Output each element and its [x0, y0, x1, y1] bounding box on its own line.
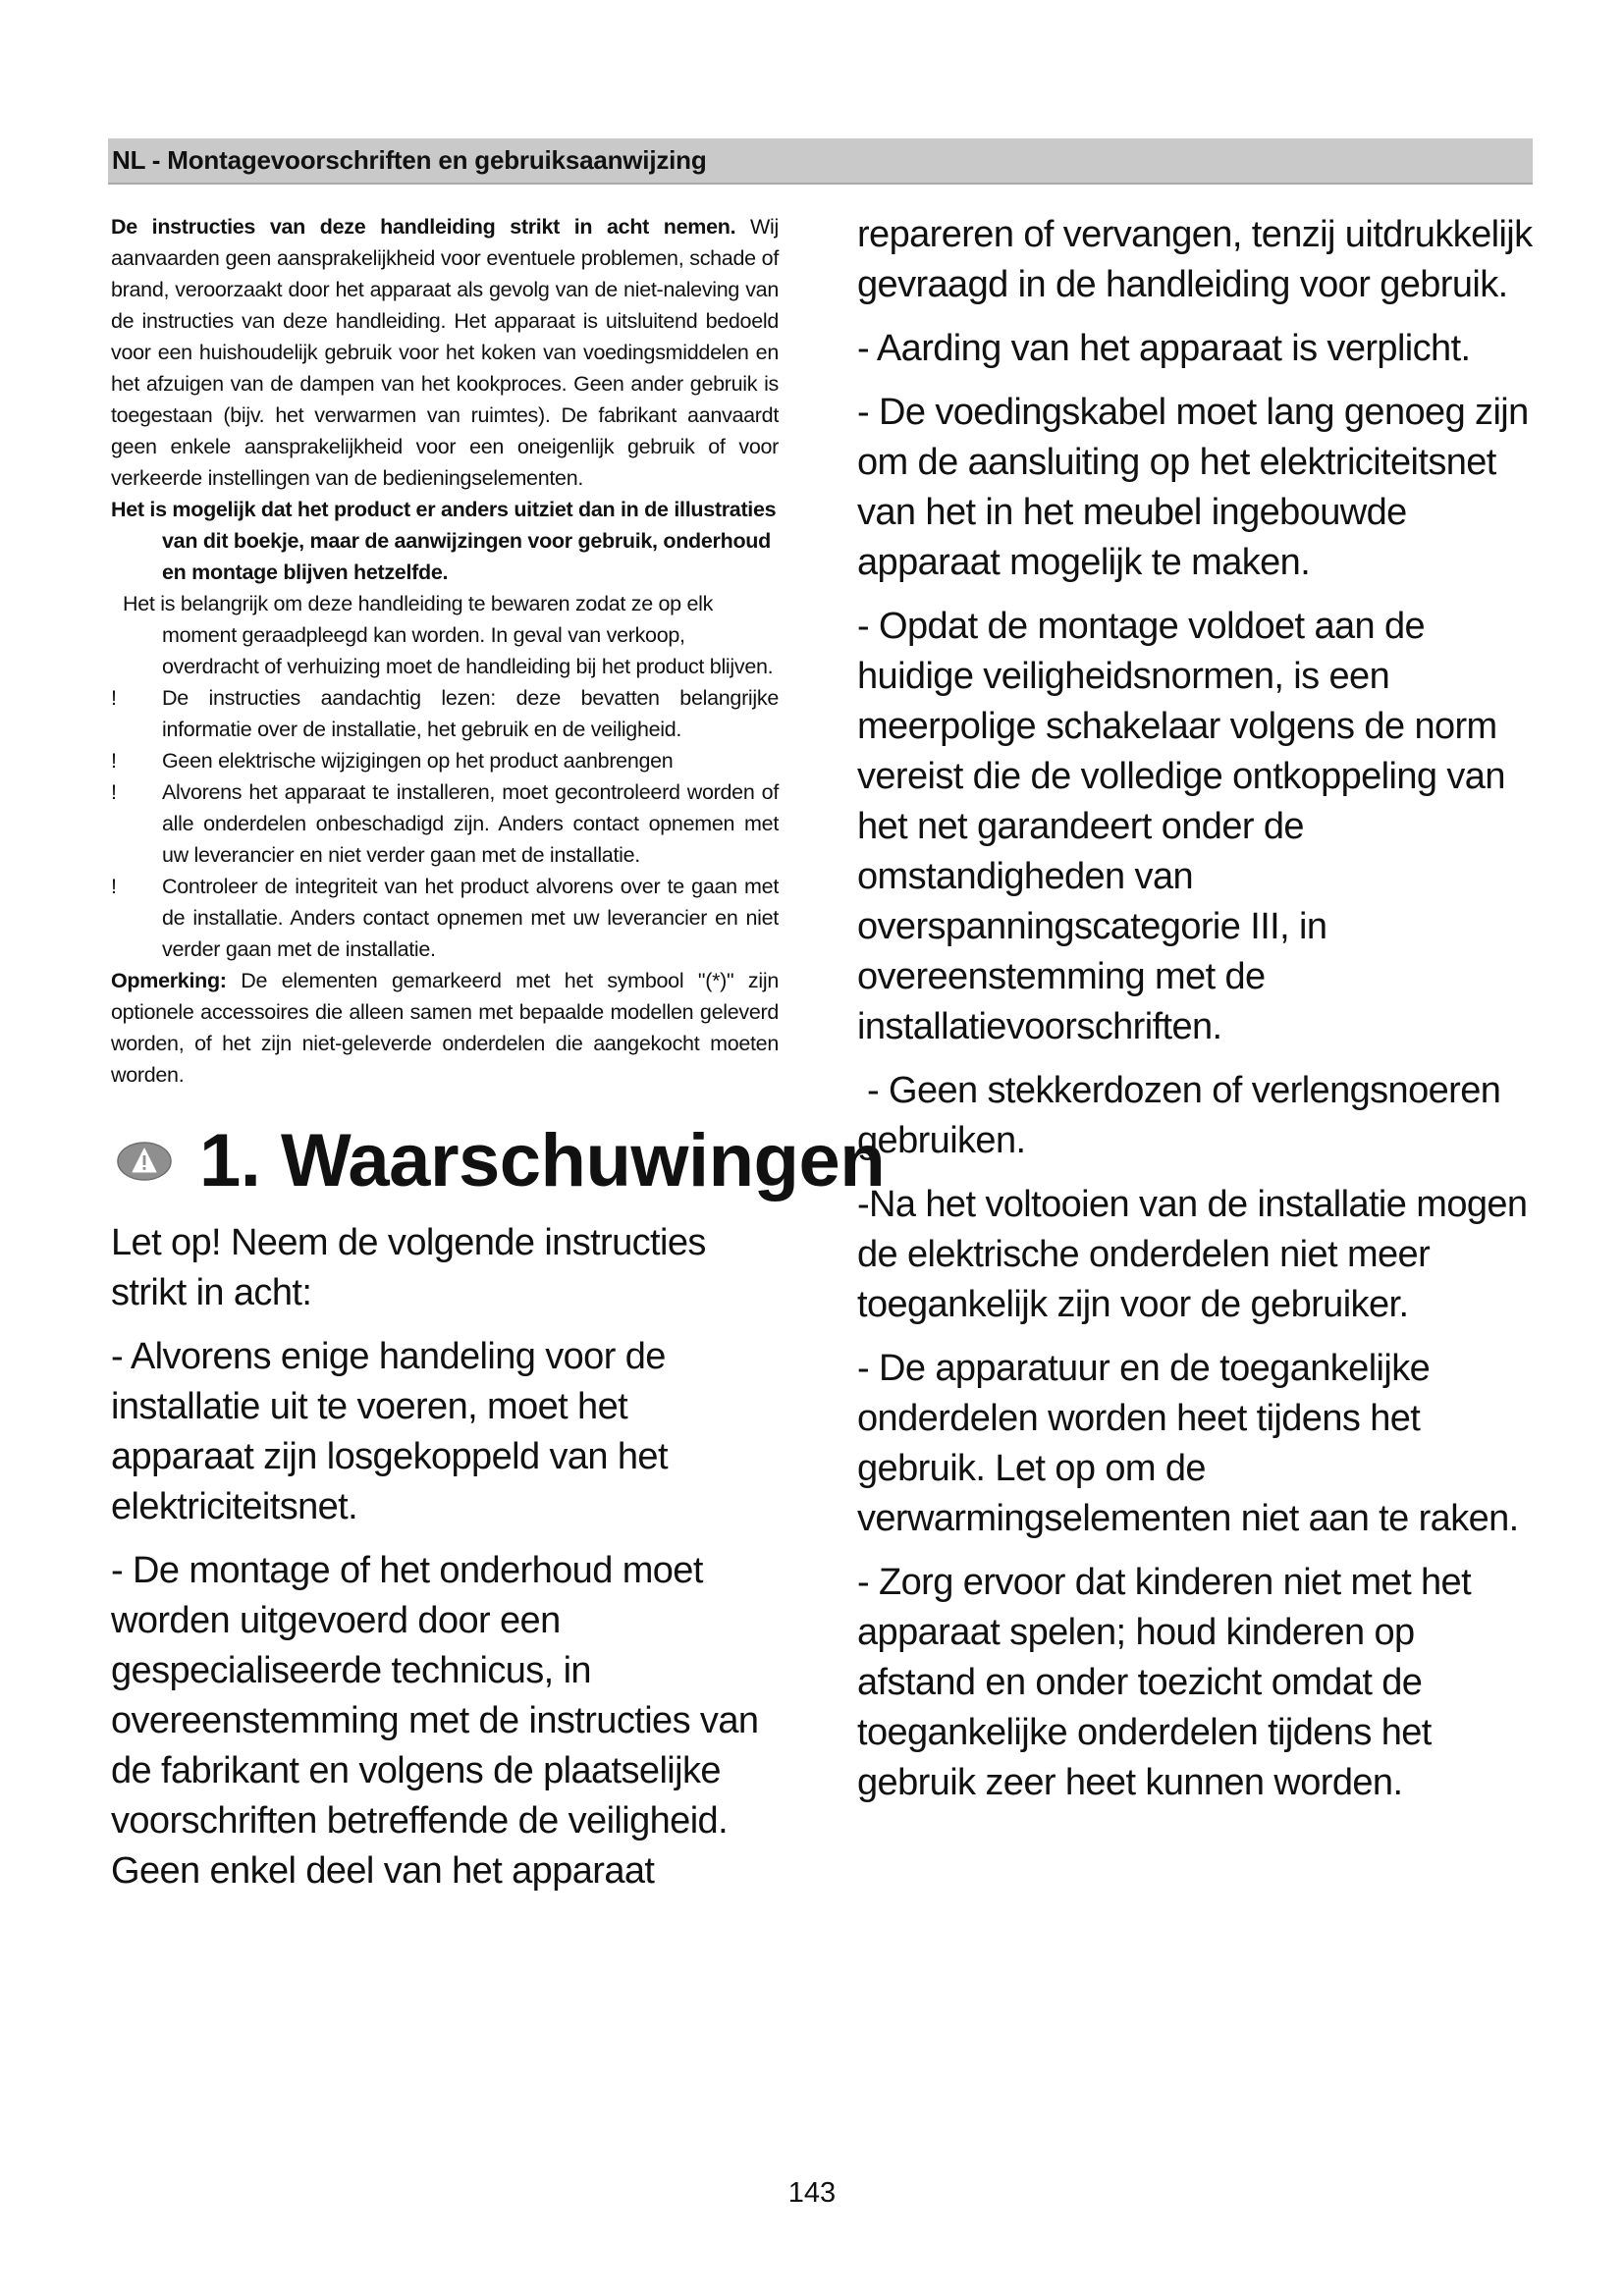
note-paragraph: [111, 965, 779, 1091]
instruction-paragraph: repareren of vervangen, tenzij uitdrukkelijk gevraagd in de handleiding voor gebruik.: [857, 214, 1533, 305]
warning-text: Geen elektrische wijzigingen op het product aanbrengen: [162, 749, 674, 773]
instruction-paragraph: - Alvorens enige handeling voor de installatie uit te voeren, moet het apparaat zijn losgekoppeld van het elektriciteitsnet.: [111, 1336, 668, 1527]
exclamation-mark: !: [111, 686, 117, 710]
note-text: De elementen gemarkeerd met het symbool "(*)" zijn optionele accessoires die alleen samen met bepaalde modellen geleverd worden, of het zijn niet-geleverde onderdelen die aangekocht moeten worden.: [111, 969, 779, 1087]
warning-icon: [117, 1142, 172, 1181]
warning-item: [111, 776, 779, 871]
bold-notice-text: Het is mogelijk dat het product er anders uitziet dan in de illustraties van dit boekje, maar de aanwijzingen voor gebruik, onderhoud en montage blijven hetzelfde.: [111, 498, 777, 584]
right-column: [857, 210, 1535, 1808]
warning-item: [111, 871, 779, 965]
intro-paragraph: [111, 211, 779, 494]
header-title: NL - Montagevoorschriften en gebruiksaanwijzing: [112, 145, 707, 175]
intro-bold-text: De instructies van deze handleiding strikt in acht nemen.: [111, 215, 736, 239]
instruction-paragraph: - De montage of het onderhoud moet worden uitgevoerd door een gespecialiseerde technicus, in overeenstemming met de instructies van de fabrikant en volgens de plaatselijke voorschriften betreffende de veiligheid. Geen enkel deel van het apparaat: [111, 1550, 759, 1892]
instruction-paragraph: - Aarding van het apparaat is verplicht.: [857, 328, 1471, 369]
section-title: 1. Waarschuwingen: [199, 1119, 886, 1202]
exclamation-mark: !: [111, 749, 117, 773]
keep-manual-text: Het is belangrijk om deze handleiding te bewaren zodat ze op elk moment geraadpleegd kan worden. In geval van verkoop, overdracht of verhuizing moet de handleiding bij het product blijven.: [123, 592, 774, 678]
warning-text: De instructies aandachtig lezen: deze bevatten belangrijke informatie over de installatie, het gebruik en de veiligheid.: [162, 686, 779, 741]
warning-item: [111, 745, 779, 776]
intro-text: Wij aanvaarden geen aansprakelijkheid voor eventuele problemen, schade of brand, veroorzaakt door het apparaat als gevolg van de niet-naleving van de instructies van deze handleiding. Het apparaat is uitsluitend bedoeld voor een huishoudelijk gebruik voor het koken van voedingsmiddelen en het afzuigen van de dampen van het kookproces. Geen ander gebruik is toegestaan (bijv. het verwarmen van ruimtes). De fabrikant aanvaardt geen enkele aansprakelijkheid voor een oneigenlijk gebruik of voor verkeerde instellingen van de bedieningselementen.: [111, 215, 779, 490]
keep-manual-paragraph: [111, 588, 779, 682]
instruction-paragraph: - Zorg ervoor dat kinderen niet met het apparaat spelen; houd kinderen op afstand en onder toezicht omdat de toegankelijke onderdelen tijdens het gebruik zeer heet kunnen worden.: [857, 1562, 1472, 1803]
bold-notice: [111, 494, 779, 588]
exclamation-mark: !: [111, 780, 117, 804]
attention-text: Let op! Neem de volgende instructies strikt in acht:: [111, 1222, 706, 1313]
instruction-paragraph: - De apparatuur en de toegankelijke onderdelen worden heet tijdens het gebruik. Let op om de verwarmingselementen niet aan te raken.: [857, 1348, 1519, 1539]
instruction-paragraph: -Na het voltooien van de installatie mogen de elektrische onderdelen niet meer toegankelijk zijn voor de gebruiker.: [857, 1184, 1528, 1325]
warning-text: Alvorens het apparaat te installeren, moet gecontroleerd worden of alle onderdelen onbeschadigd zijn. Anders contact opnemen met uw leverancier en niet verder gaan met de installatie.: [162, 780, 779, 867]
warning-item: [111, 682, 779, 745]
instruction-paragraph: - De voedingskabel moet lang genoeg zijn om de aansluiting op het elektriciteitsnet van het in het meubel ingebouwde apparaat mogelijk te maken.: [857, 392, 1529, 583]
warning-list: [111, 682, 779, 965]
left-column: [111, 211, 886, 1896]
note-label: Opmerking:: [111, 969, 227, 992]
section-header-bar: [108, 138, 1533, 185]
instruction-paragraph: - Opdat de montage voldoet aan de huidige veiligheidsnormen, is een meerpolige schakelaar volgens de norm vereist die de volledige ontkoppeling van het net garandeert onder de omstandigheden van overspanningscategorie III, in overeenstemming met de installatievoorschriften.: [857, 606, 1505, 1047]
instruction-paragraph: - Geen stekkerdozen of verlengsnoeren gebruiken.: [857, 1070, 1511, 1161]
page-number: 143: [787, 2177, 837, 2209]
exclamation-mark: !: [111, 875, 117, 898]
section-heading: [111, 1114, 886, 1208]
warning-text: Controleer de integriteit van het product alvorens over te gaan met de installatie. Anders contact opnemen met uw leverancier en niet verder gaan met de installatie.: [162, 875, 779, 961]
